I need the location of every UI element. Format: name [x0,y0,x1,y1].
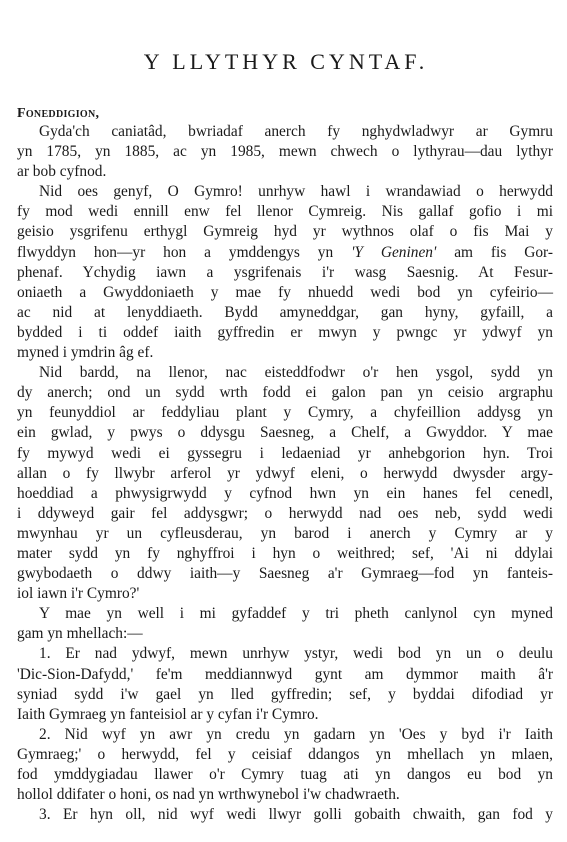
periodical-title: 'Y Geninen' [351,243,437,261]
paragraph-1 [17,122,553,182]
text-line: Iaith Gymraeg yn fanteisiol ar y cyfan i'r Cymro. [17,705,319,723]
paragraph-3 [17,363,553,604]
text-line: syniad sydd i'w gael yn lled gyffredin; sef, y byddai difodiad yr [17,685,553,703]
text-line: yn feunyddiol ar feddyliau plant y Cymry, a chyfeillion addysg yn [17,404,553,422]
text-line: Gyda'ch caniatâd, bwriadaf anerch fy nghydwladwyr ar Gymru [39,123,553,140]
text-line: phenaf. Ychydig iawn a ysgrifenais i'r wasg Saesnig. At Fesur- [17,263,553,281]
salutation: Foneddigion, [17,106,100,121]
text-line: hoeddiad a phwysigrwydd y cyfnod hwn yn ein hanes fel cenedl, [17,484,553,502]
text-line: ar bob cyfnod. [17,163,107,181]
text-line: yn 1785, yn 1885, ac yn 1985, mewn chwech o lythyrau—dau lythyr [17,143,553,161]
text-line: gam yn mhellach:— [17,625,143,643]
text-line: ac nid at lenyddiaeth. Bydd amyneddgar, gan hyny, gyfaill, a [17,303,553,321]
text-line: myned i ymdrin âg ef. [17,344,154,362]
text-line: ein gwlad, y pwys o ddysgu Saesneg, a Chelf, a Gwyddor. Y mae [17,424,553,442]
paragraph-4 [17,604,553,644]
text-line: mater sydd yn fy nghyffroi i hyn o weithred; sef, 'Ai ni ddylai [17,544,553,562]
text-segment: am fis Gor- [436,243,553,261]
text-line: Gymraeg;' o herwydd, fel y ceisiaf ddangos yn mhellach yn mlaen, [17,745,553,763]
letter-body [17,122,553,825]
text-line: fy mywyd wedi ei gyssegru i ledaeniad yr anhebgorion hyn. Troi [17,444,553,462]
document-page [17,0,555,842]
text-line: allan o fy llwybr arferol yr ydwyf eleni, o herwydd dwysder argy- [17,464,553,482]
paragraph-2 [17,182,553,363]
text-line: 'Dic-Sion-Dafydd,' fe'm meddiannwyd gynt am dymmor maith â'r [17,665,553,683]
text-line: geisio ysgrifenu erthygl Gymreig hyd yr wythnos olaf o fis Mai y [17,223,553,241]
text-line: iol iawn i'r Cymro?' [17,585,140,603]
text-line: i ddyweyd gair fel addysgwr; o herwydd nad oes neb, sydd wedi [17,504,553,522]
text-line: bydded i ti oddef iaith gyffredin er mwyn y pwngc yr ydwyf yn [17,323,553,341]
text-line: Nid bardd, na llenor, nac eisteddfodwr o'r hen ysgol, sydd yn [39,364,553,382]
numbered-item-3 [17,805,553,825]
page-title: Y LLYTHYR CYNTAF. [143,49,429,74]
text-line: fy mod wedi ennill enw fel llenor Cymreig. Nis gallaf gofio i mi [17,203,553,221]
text-line: 1. Er nad ydwyf, mewn unrhyw ystyr, wedi bod yn un o deulu [39,645,553,663]
text-line: fod ymddygiadau llawer o'r Cymry tuag ati yn dangos eu bod yn [17,766,553,783]
text-line: Y mae yn well i mi gyfaddef y tri pheth canlynol cyn myned [39,605,553,623]
text-line: 2. Nid wyf yn awr yn credu yn gadarn yn 'Oes y byd i'r Iaith [39,725,553,743]
text-line: dy anerch; ond un sydd wrth fodd ei galon pan yn ceisio argraphu [17,384,553,402]
numbered-item-2 [17,725,553,805]
text-segment: flwyddyn hon—yr hon a ymddengys yn [17,243,334,261]
text-line: oniaeth a Gwyddoniaeth y mae fy nhuedd wedi bod yn cyfeirio— [17,283,553,301]
text-line: gwybodaeth o ddwy iaith—y Saesneg a'r Gymraeg—fod yn fanteis- [17,565,553,583]
text-line [17,243,553,263]
text-line: hollol ddifater o honi, os nad yn wrthwynebol i'w chadwraeth. [17,786,400,804]
text-line: Nid oes genyf, O Gymro! unrhyw hawl i wrandawiad o herwydd [39,183,553,201]
text-line: 3. Er hyn oll, nid wyf wedi llwyr golli gobaith chwaith, gan fod y [39,806,553,824]
numbered-item-1 [17,644,553,724]
text-line: mwynhau yr un cyfleusderau, yn barod i anerch y Cymry ar y [17,524,553,542]
